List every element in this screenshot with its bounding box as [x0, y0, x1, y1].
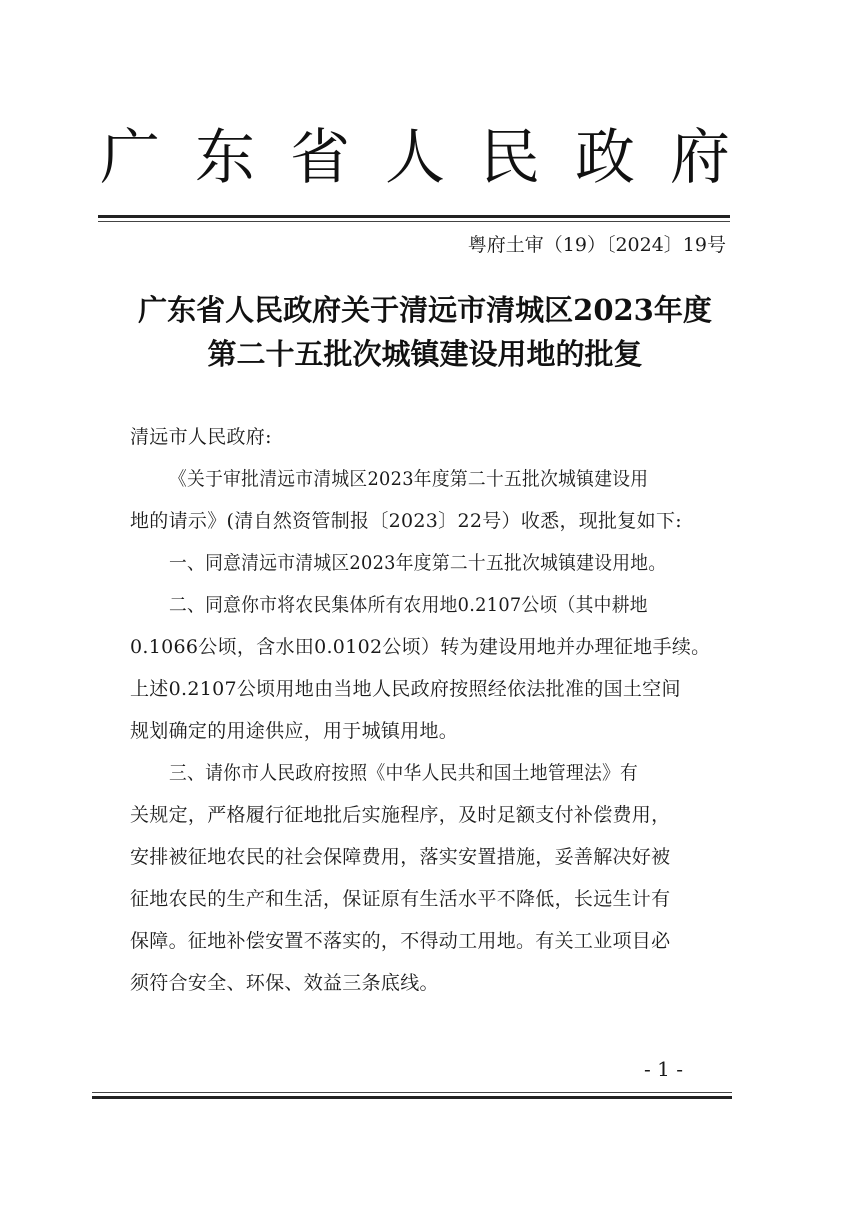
body-line: 上述0.2107公顷用地由当地人民政府按照经依法批准的国土空间 [130, 678, 681, 700]
body-line: 0.1066公顷，含水田0.0102公顷）转为建设用地并办理征地手续。 [130, 636, 711, 658]
body-line: 《关于审批清远市清城区2023年度第二十五批次城镇建设用 [169, 468, 649, 490]
body-line: 关规定，严格履行征地批后实施程序，及时足额支付补偿费用， [130, 804, 671, 826]
masthead-char: 省 [290, 123, 350, 193]
masthead-char: 广 [100, 123, 160, 193]
body-line: 一、同意清远市清城区2023年度第二十五批次城镇建设用地。 [169, 552, 667, 574]
masthead-char: 民 [480, 123, 540, 193]
masthead-char: 府 [670, 123, 730, 193]
addressee: 清远市人民政府: [130, 426, 272, 448]
body-line: 保障。征地补偿安置不落实的，不得动工用地。有关工业项目必 [130, 930, 671, 952]
document-number: 粤府土审（19）〔2024〕19号 [467, 234, 726, 256]
masthead-title [100, 123, 730, 193]
masthead-divider-thick [98, 215, 730, 218]
body-line: 安排被征地农民的社会保障费用，落实安置措施，妥善解决好被 [130, 846, 671, 868]
masthead-char: 东 [195, 123, 255, 193]
document-title-line-1: 广东省人民政府关于清远市清城区2023年度 [138, 293, 712, 327]
body-line: 须符合安全、环保、效益三条底线。 [130, 972, 439, 994]
masthead-char: 人 [385, 123, 445, 193]
body-line: 规划确定的用途供应，用于城镇用地。 [130, 720, 459, 742]
footer-divider-thick [92, 1096, 732, 1099]
masthead-divider-thin [98, 221, 730, 222]
body-line: 地的请示》(清自然资管制报〔2023〕22号）收悉，现批复如下: [130, 510, 682, 532]
page-number: - 1 - [644, 1057, 683, 1081]
body-line: 三、请你市人民政府按照《中华人民共和国土地管理法》有 [169, 762, 639, 784]
body-line: 二、同意你市将农民集体所有农用地0.2107公顷（其中耕地 [169, 594, 648, 616]
document-title-line-2: 第二十五批次城镇建设用地的批复 [207, 337, 643, 371]
masthead-char: 政 [575, 123, 635, 193]
body-line: 征地农民的生产和生活，保证原有生活水平不降低，长远生计有 [130, 888, 671, 910]
footer-divider-thin [92, 1092, 732, 1093]
